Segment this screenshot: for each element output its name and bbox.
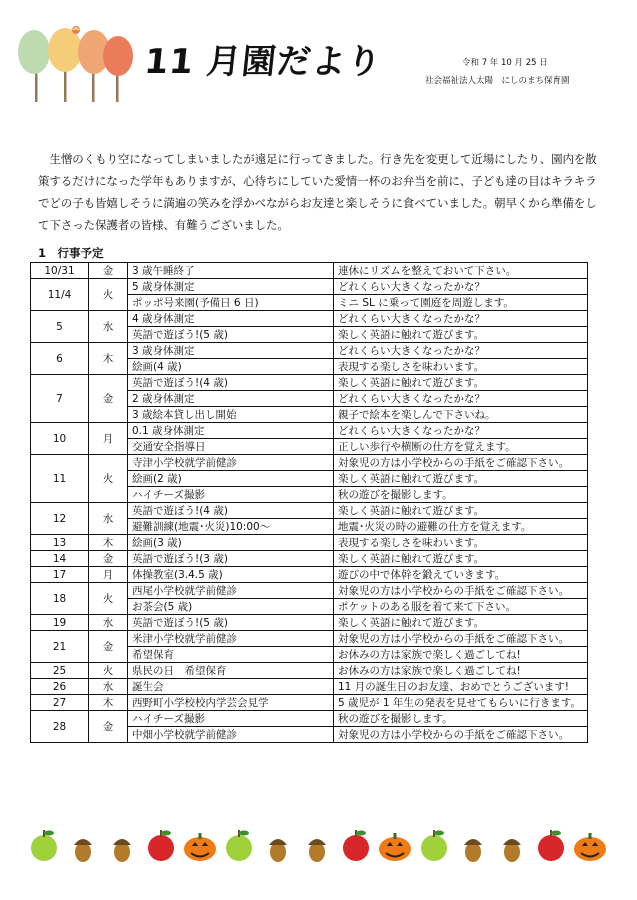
schedule-event: 英語で遊ぼう!(5 歳): [128, 615, 334, 631]
schedule-date: 12: [31, 503, 89, 535]
schedule-row: [31, 551, 588, 567]
schedule-weekday: 水: [89, 503, 128, 535]
acorn-icon: [113, 839, 131, 862]
schedule-date: 5: [31, 311, 89, 343]
schedule-event: 西尾小学校就学前健診: [128, 583, 334, 599]
schedule-row: [31, 263, 588, 279]
schedule-note: 対象児の方は小学校からの手紙をご確認下さい。: [334, 727, 588, 743]
schedule-date: 10/31: [31, 263, 89, 279]
schedule-note: 遊びの中で体幹を鍛えていきます。: [334, 567, 588, 583]
acorn-icon: [269, 839, 287, 862]
schedule-note: お休みの方は家族で楽しく過ごしてね!: [334, 663, 588, 679]
schedule-event: 2 歳身体測定: [128, 391, 334, 407]
schedule-row: [31, 663, 588, 679]
schedule-note: 5 歳児が 1 年生の発表を見せてもらいに行きます。: [334, 695, 588, 711]
schedule-event: 寺津小学校就学前健診: [128, 455, 334, 471]
schedule-weekday: 火: [89, 455, 128, 503]
schedule-note: 楽しく英語に触れて遊びます。: [334, 327, 588, 343]
schedule-weekday: 金: [89, 631, 128, 663]
schedule-weekday: 木: [89, 343, 128, 375]
intro-paragraph: 生憎のくもり空になってしまいましたが遠足に行ってきました。行き先を変更して近場にしたり、園内を散策するだけになった学年もありますが、心待ちにしていた愛情一杯のお弁当を前に、子ども達の目はキラキラでどの子も皆嬉しそうに満遍の笑みを浮かべながらお友達と楽しそうに食べていました。朝早くから準備をして下さった保護者の皆様、有難うございました。: [38, 152, 597, 232]
schedule-row: [31, 695, 588, 711]
schedule-date: 11/4: [31, 279, 89, 311]
apple-icon: [226, 830, 252, 861]
schedule-date: 6: [31, 343, 89, 375]
schedule-event: お茶会(5 歳): [128, 599, 334, 615]
schedule-date: 19: [31, 615, 89, 631]
schedule-event: 西野町小学校校内学芸会見学: [128, 695, 334, 711]
schedule-weekday: 木: [89, 695, 128, 711]
schedule-date: 28: [31, 711, 89, 743]
schedule-weekday: 水: [89, 615, 128, 631]
acorn-icon: [503, 839, 521, 862]
schedule-note: 11 月の誕生日のお友達、おめでとうございます!: [334, 679, 588, 695]
schedule-note: 秋の遊びを撮影します。: [334, 487, 588, 503]
pumpkin-icon: [184, 833, 216, 861]
schedule-date: 11: [31, 455, 89, 503]
schedule-row: [31, 455, 588, 471]
schedule-event: 英語で遊ぼう!(3 歳): [128, 551, 334, 567]
schedule-date: 13: [31, 535, 89, 551]
page-title: 11 月園だより: [142, 42, 384, 82]
schedule-weekday: 金: [89, 263, 128, 279]
schedule-date: 18: [31, 583, 89, 615]
schedule-weekday: 水: [89, 311, 128, 343]
pumpkin-icon: [379, 833, 411, 861]
schedule-note: 楽しく英語に触れて遊びます。: [334, 471, 588, 487]
schedule-row: [31, 311, 588, 327]
issue-date: 令和 7 年 10 月 25 日: [462, 58, 548, 68]
schedule-note: ポケットのある服を着て来て下さい。: [334, 599, 588, 615]
schedule-date: 21: [31, 631, 89, 663]
schedule-date: 17: [31, 567, 89, 583]
schedule-table: [30, 262, 588, 743]
schedule-event: 体操教室(3.4.5 歳): [128, 567, 334, 583]
schedule-event: 3 歳絵本貸し出し開始: [128, 407, 334, 423]
schedule-note: 対象児の方は小学校からの手紙をご確認下さい。: [334, 631, 588, 647]
schedule-event: ハイチーズ撮影: [128, 487, 334, 503]
apple-icon: [148, 830, 174, 861]
schedule-event: 3 歳午睡終了: [128, 263, 334, 279]
schedule-title: 1 行事予定: [38, 246, 104, 260]
schedule-event: 交通安全指導日: [128, 439, 334, 455]
schedule-weekday: 金: [89, 551, 128, 567]
schedule-note: ミニ SL に乗って園庭を周遊します。: [334, 295, 588, 311]
schedule-row: [31, 503, 588, 519]
schedule-note: 対象児の方は小学校からの手紙をご確認下さい。: [334, 455, 588, 471]
schedule-date: 25: [31, 663, 89, 679]
apple-icon: [538, 830, 564, 861]
pumpkin-icon: [574, 833, 606, 861]
schedule-event: 絵画(2 歳): [128, 471, 334, 487]
schedule-weekday: 月: [89, 567, 128, 583]
schedule-event: 米津小学校就学前健診: [128, 631, 334, 647]
schedule-row: [31, 567, 588, 583]
schedule-row: [31, 423, 588, 439]
schedule-note: 対象児の方は小学校からの手紙をご確認下さい。: [334, 583, 588, 599]
schedule-row: [31, 583, 588, 599]
schedule-weekday: 火: [89, 279, 128, 311]
schedule-note: 楽しく英語に触れて遊びます。: [334, 551, 588, 567]
schedule-weekday: 金: [89, 711, 128, 743]
schedule-row: [31, 679, 588, 695]
schedule-date: 7: [31, 375, 89, 423]
schedule-note: 秋の遊びを撮影します。: [334, 711, 588, 727]
schedule-note: 楽しく英語に触れて遊びます。: [334, 615, 588, 631]
schedule-row: [31, 615, 588, 631]
schedule-date: 14: [31, 551, 89, 567]
acorn-icon: [308, 839, 326, 862]
schedule-event: 絵画(4 歳): [128, 359, 334, 375]
schedule-row: [31, 631, 588, 647]
schedule-date: 27: [31, 695, 89, 711]
acorn-icon: [74, 839, 92, 862]
schedule-note: 地震･火災の時の避難の仕方を覚えます。: [334, 519, 588, 535]
schedule-note: お休みの方は家族で楽しく過ごしてね!: [334, 647, 588, 663]
apple-icon: [31, 830, 57, 861]
schedule-weekday: 水: [89, 679, 128, 695]
schedule-row: [31, 375, 588, 391]
schedule-weekday: 木: [89, 535, 128, 551]
schedule-event: 英語で遊ぼう!(4 歳): [128, 503, 334, 519]
schedule-note: 連休にリズムを整えておいて下さい。: [334, 263, 588, 279]
schedule-note: どれくらい大きくなったかな？: [334, 311, 588, 327]
schedule-row: [31, 711, 588, 727]
schedule-event: 誕生会: [128, 679, 334, 695]
schedule-event: 中畑小学校就学前健診: [128, 727, 334, 743]
schedule-note: 表現する楽しさを味わいます。: [334, 535, 588, 551]
schedule-weekday: 金: [89, 375, 128, 423]
schedule-event: 英語で遊ぼう!(4 歳): [128, 375, 334, 391]
schedule-note: 楽しく英語に触れて遊びます。: [334, 375, 588, 391]
schedule-weekday: 火: [89, 583, 128, 615]
autumn-trees-illustration: [12, 24, 137, 104]
schedule-note: 表現する楽しさを味わいます。: [334, 359, 588, 375]
schedule-note: どれくらい大きくなったかな？: [334, 391, 588, 407]
schedule-event: 県民の日 希望保育: [128, 663, 334, 679]
schedule-event: ポッポ号来園(予備日 6 日): [128, 295, 334, 311]
schedule-event: 英語で遊ぼう!(5 歳): [128, 327, 334, 343]
schedule-event: 避難訓練(地震･火災)10:00～: [128, 519, 334, 535]
schedule-row: [31, 279, 588, 295]
schedule-event: ハイチーズ撮影: [128, 711, 334, 727]
schedule-note: 親子で絵本を楽しんで下さいね。: [334, 407, 588, 423]
schedule-date: 26: [31, 679, 89, 695]
schedule-event: 0.1 歳身体測定: [128, 423, 334, 439]
schedule-weekday: 火: [89, 663, 128, 679]
footer-fruit-border: [30, 818, 610, 868]
schedule-event: 4 歳身体測定: [128, 311, 334, 327]
acorn-icon: [464, 839, 482, 862]
schedule-event: 5 歳身体測定: [128, 279, 334, 295]
schedule-event: 希望保育: [128, 647, 334, 663]
schedule-note: 正しい歩行や横断の仕方を覚えます。: [334, 439, 588, 455]
schedule-row: [31, 535, 588, 551]
schedule-note: どれくらい大きくなったかな？: [334, 279, 588, 295]
schedule-row: [31, 343, 588, 359]
schedule-weekday: 月: [89, 423, 128, 455]
schedule-note: 楽しく英語に触れて遊びます。: [334, 503, 588, 519]
schedule-event: 3 歳身体測定: [128, 343, 334, 359]
schedule-note: どれくらい大きくなったかな？: [334, 343, 588, 359]
organization-name: 社会福祉法人太陽 にしのまち保育園: [425, 76, 570, 86]
apple-icon: [343, 830, 369, 861]
apple-icon: [421, 830, 447, 861]
schedule-note: どれくらい大きくなったかな？: [334, 423, 588, 439]
schedule-date: 10: [31, 423, 89, 455]
schedule-event: 絵画(3 歳): [128, 535, 334, 551]
